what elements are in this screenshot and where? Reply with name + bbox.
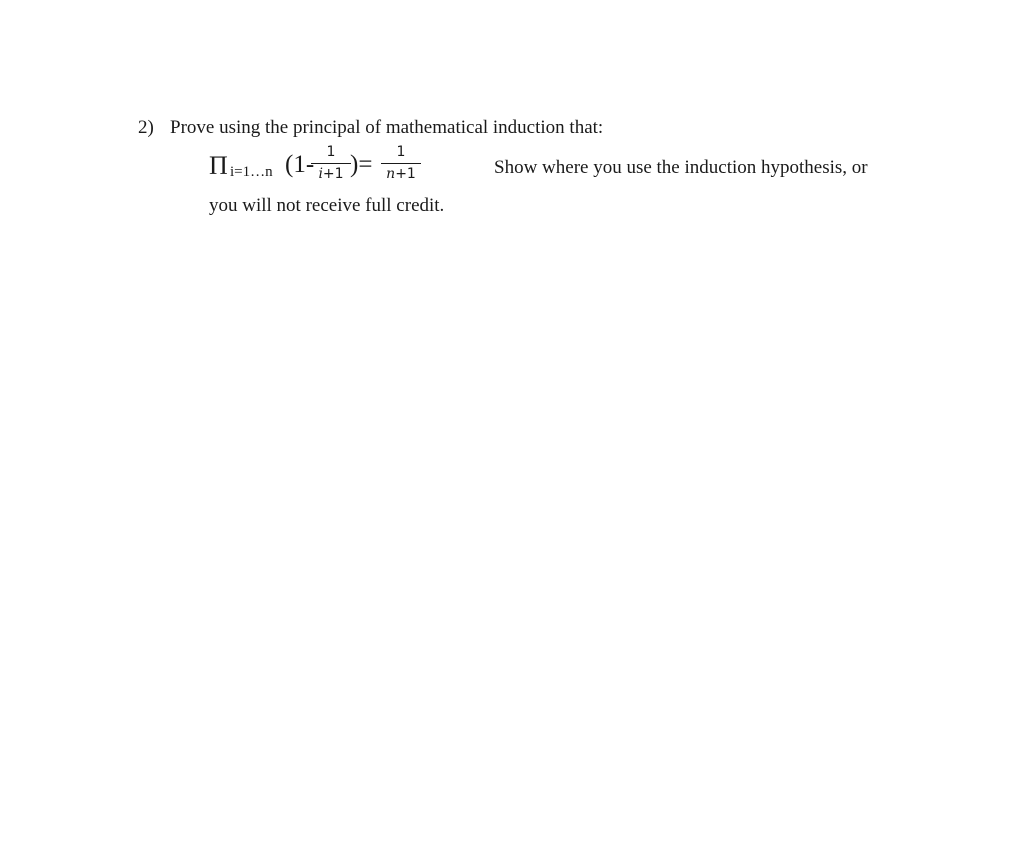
open-group: (1- bbox=[285, 151, 315, 178]
instruction-part2: you will not receive full credit. bbox=[209, 195, 445, 216]
inner-fraction-numerator: 1 bbox=[326, 144, 336, 160]
product-symbol: Π bbox=[209, 151, 228, 180]
inner-fraction-denominator-rest: +1 bbox=[322, 166, 344, 182]
result-fraction-denominator-rest: +1 bbox=[395, 166, 416, 182]
result-fraction-denominator bbox=[381, 166, 421, 182]
product-formula bbox=[209, 142, 439, 192]
question-prompt: Prove using the principal of mathematical induction that: bbox=[170, 117, 604, 138]
inner-fraction-variable: i bbox=[318, 166, 323, 182]
result-fraction-variable: n bbox=[386, 166, 396, 182]
inner-fraction bbox=[311, 144, 351, 182]
product-subscript: i=1…n bbox=[230, 164, 273, 180]
inner-fraction-denominator bbox=[311, 166, 351, 182]
inner-fraction-bar bbox=[311, 163, 351, 164]
close-group: )= bbox=[350, 151, 373, 178]
result-fraction bbox=[381, 144, 421, 182]
question-number: 2) bbox=[138, 117, 154, 138]
result-fraction-numerator: 1 bbox=[396, 144, 406, 160]
instruction-part1: Show where you use the induction hypothesis, or bbox=[494, 157, 868, 178]
result-fraction-bar bbox=[381, 163, 421, 164]
